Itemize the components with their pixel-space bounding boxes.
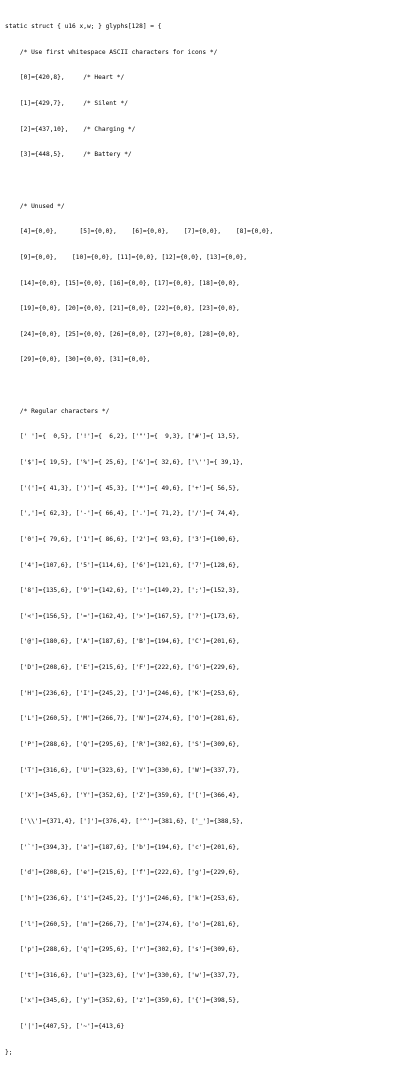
- code-line: [3]={448,5}, /* Battery */: [5, 151, 132, 159]
- code-line: [1]={429,7}, /* Silent */: [5, 100, 128, 108]
- code-line: [0]={420,8}, /* Heart */: [5, 74, 125, 82]
- code-line: [14]={0,0}, [15]={0,0}, [16]={0,0}, [17]={0,0}, [18]={0,0},: [5, 279, 240, 287]
- code-line: ['4']={107,6}, ['5']={114,6}, ['6']={121,6}, ['7']={128,6},: [5, 561, 240, 569]
- code-line: ['<']={156,5}, ['=']={162,4}, ['>']={167,5}, ['?']={173,6},: [5, 612, 240, 620]
- code-line: ['x']={345,6}, ['y']={352,6}, ['z']={359,6}, ['{']={398,5},: [5, 997, 240, 1005]
- code-line: [2]={437,10}, /* Charging */: [5, 125, 136, 133]
- code-line: /* Unused */: [5, 202, 65, 210]
- code-line: [29]={0,0}, [30]={0,0}, [31]={0,0},: [5, 356, 151, 364]
- code-line: ['0']={ 79,6}, ['1']={ 86,6}, ['2']={ 93,6}, ['3']={100,6},: [5, 535, 240, 543]
- code-line: ['p']={288,6}, ['q']={295,6}, ['r']={302,6}, ['s']={309,6},: [5, 946, 240, 954]
- code-line: ['@']={180,6}, ['A']={187,6}, ['B']={194,6}, ['C']={201,6},: [5, 638, 240, 646]
- code-line: ['|']={407,5}, ['~']={413,6}: [5, 1023, 125, 1031]
- code-line: ['(']={ 41,3}, [')']={ 45,3}, ['*']={ 49,6}, ['+']={ 56,5},: [5, 484, 240, 492]
- code-line: [24]={0,0}, [25]={0,0}, [26]={0,0}, [27]={0,0}, [28]={0,0},: [5, 330, 240, 338]
- code-line: ['l']={260,5}, ['m']={266,7}, ['n']={274,6}, ['o']={281,6},: [5, 920, 240, 928]
- code-line: ['\\']={371,4}, [']']={376,4}, ['^']={381,6}, ['_']={388,5},: [5, 817, 244, 825]
- code-line: [',']={ 62,3}, ['-']={ 66,4}, ['.']={ 71,2}, ['/']={ 74,4},: [5, 510, 240, 518]
- code-line: ['T']={316,6}, ['U']={323,6}, ['V']={330,6}, ['W']={337,7},: [5, 766, 240, 774]
- code-line: ['`']={394,3}, ['a']={187,6}, ['b']={194,6}, ['c']={201,6},: [5, 843, 240, 851]
- code-line: ['h']={236,6}, ['i']={245,2}, ['j']={246,6}, ['k']={253,6},: [5, 894, 240, 902]
- code-line: ['P']={288,6}, ['Q']={295,6}, ['R']={302,6}, ['S']={309,6},: [5, 741, 240, 749]
- code-line: [4]={0,0}, [5]={0,0}, [6]={0,0}, [7]={0,0}, [8]={0,0},: [5, 228, 274, 236]
- code-line: static struct { u16 x,w; } glyphs[128] = {: [5, 23, 162, 31]
- code-block: [5, 6, 273, 1074]
- code-line: ['X']={345,6}, ['Y']={352,6}, ['Z']={359,6}, ['[']={366,4},: [5, 792, 240, 800]
- code-line: ['L']={260,5}, ['M']={266,7}, ['N']={274,6}, ['O']={281,6},: [5, 715, 240, 723]
- code-line: [5, 382, 273, 391]
- code-line: [5, 177, 273, 186]
- code-line: ['$']={ 19,5}, ['%']={ 25,6}, ['&']={ 32,6}, ['\'']={ 39,1},: [5, 458, 244, 466]
- code-line: /* Use first whitespace ASCII characters for icons */: [5, 48, 218, 56]
- code-line: ['D']={208,6}, ['E']={215,6}, ['F']={222,6}, ['G']={229,6},: [5, 664, 240, 672]
- code-line: ['t']={316,6}, ['u']={323,6}, ['v']={330,6}, ['w']={337,7},: [5, 971, 240, 979]
- code-line: /* Regular characters */: [5, 407, 110, 415]
- code-line: [9]={0,0}, [10]={0,0}, [11]={0,0}, [12]={0,0}, [13]={0,0},: [5, 253, 248, 261]
- code-line: };: [5, 1048, 13, 1056]
- code-line: ['H']={236,6}, ['I']={245,2}, ['J']={246,6}, ['K']={253,6},: [5, 689, 240, 697]
- code-line: [19]={0,0}, [20]={0,0}, [21]={0,0}, [22]={0,0}, [23]={0,0},: [5, 305, 240, 313]
- code-line: ['8']={135,6}, ['9']={142,6}, [':']={149,2}, [';']={152,3},: [5, 587, 240, 595]
- code-line: ['d']={208,6}, ['e']={215,6}, ['f']={222,6}, ['g']={229,6},: [5, 869, 240, 877]
- code-line: [' ']={ 0,5}, ['!']={ 6,2}, ['"']={ 9,3}, ['#']={ 13,5},: [5, 433, 240, 441]
